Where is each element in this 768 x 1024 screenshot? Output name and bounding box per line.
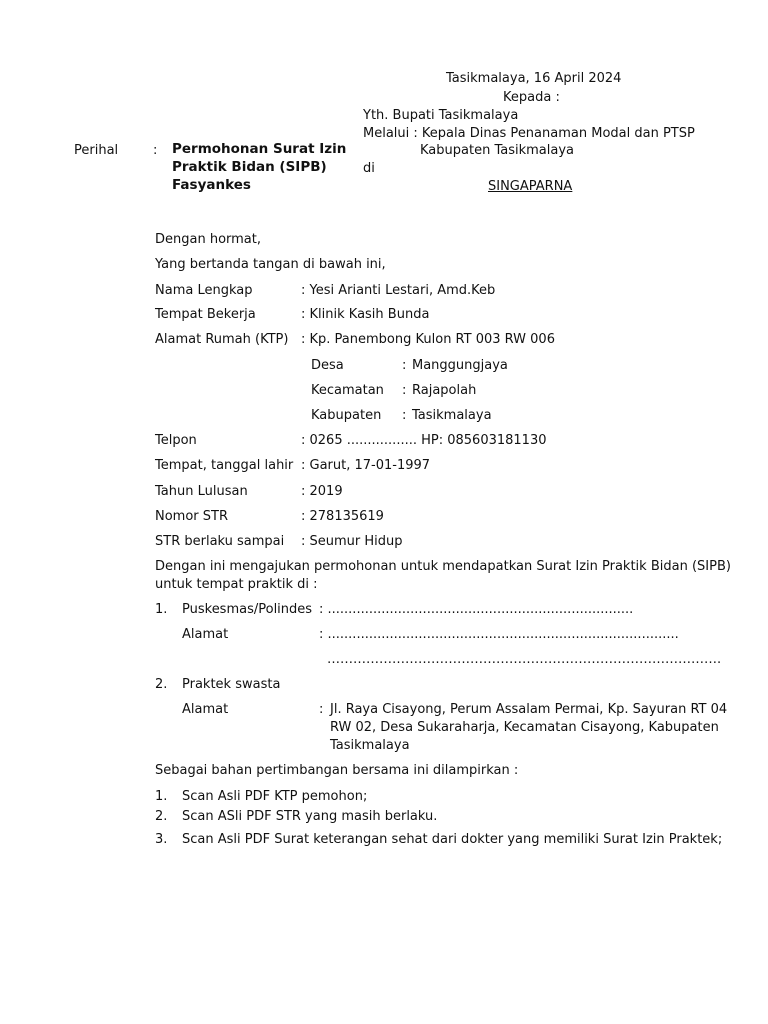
address-sub-value: Manggungjaya <box>412 358 508 373</box>
place-address-line-1: Jl. Raya Cisayong, Perum Assalam Permai, Kp. Sayuran RT 04 <box>330 702 728 717</box>
field-label: Tempat Bekerja <box>155 307 256 322</box>
place-address-continuation: ………………………………………………………………………………. <box>327 652 722 667</box>
perihal-label: Perihal <box>74 143 119 158</box>
address-sub-colon: : <box>402 358 407 373</box>
place-item-number: 1. <box>155 602 168 617</box>
attachments-intro: Sebagai bahan pertimbangan bersama ini dilampirkan : <box>155 763 519 778</box>
subject-line-1: Permohonan Surat Izin <box>172 141 347 157</box>
field-value: : 0265 ................. HP: 085603181130 <box>301 433 547 448</box>
request-line-1: Dengan ini mengajukan permohonan untuk mendapatkan Surat Izin Praktik Bidan (SIPB) <box>155 559 731 574</box>
field-label: Alamat Rumah (KTP) <box>155 332 289 347</box>
address-sub-label: Kecamatan <box>311 383 384 398</box>
subject-line-2: Praktik Bidan (SIPB) <box>172 159 327 175</box>
field-label: Nomor STR <box>155 509 228 524</box>
field-value: : Yesi Arianti Lestari, Amd.Keb <box>301 283 496 298</box>
address-sub-value: Rajapolah <box>412 383 477 398</box>
place-item-label: Praktek swasta <box>182 677 281 692</box>
recipient: Yth. Bupati Tasikmalaya <box>363 108 519 123</box>
field-label: STR berlaku sampai <box>155 534 285 549</box>
field-value: : Kp. Panembong Kulon RT 003 RW 006 <box>301 332 555 347</box>
place-address-colon: : <box>319 702 324 717</box>
greeting: Dengan hormat, <box>155 232 262 247</box>
field-value: : 278135619 <box>301 509 384 524</box>
field-value: : Seumur Hidup <box>301 534 403 549</box>
field-value: : 2019 <box>301 484 343 499</box>
attachment-text: Scan Asli PDF KTP pemohon; <box>182 789 368 804</box>
field-label: Tahun Lulusan <box>155 484 248 499</box>
di-label: di <box>363 161 375 176</box>
place-item-number: 2. <box>155 677 168 692</box>
place-address-value: : ..................................................................................... <box>319 627 679 642</box>
address-sub-colon: : <box>402 383 407 398</box>
place-address-label: Alamat <box>182 702 229 717</box>
place-item-value: : .......................................................................... <box>319 602 634 617</box>
perihal-colon: : <box>153 143 158 158</box>
recipient-regency: Kabupaten Tasikmalaya <box>420 143 574 158</box>
attachment-number: 3. <box>155 832 168 847</box>
attachment-number: 2. <box>155 809 168 824</box>
place-item-label: Puskesmas/Polindes <box>182 602 313 617</box>
kepada-label: Kepada : <box>503 90 560 105</box>
field-label: Nama Lengkap <box>155 283 253 298</box>
place-address-line-2: RW 02, Desa Sukaraharja, Kecamatan Cisayong, Kabupaten <box>330 720 719 735</box>
place-address-line-3: Tasikmalaya <box>330 738 410 753</box>
place-address-label: Alamat <box>182 627 229 642</box>
address-sub-colon: : <box>402 408 407 423</box>
via-line: Melalui : Kepala Dinas Penanaman Modal dan PTSP <box>363 126 695 141</box>
attachment-number: 1. <box>155 789 168 804</box>
address-sub-label: Kabupaten <box>311 408 382 423</box>
address-sub-value: Tasikmalaya <box>412 408 492 423</box>
field-value: : Klinik Kasih Bunda <box>301 307 430 322</box>
subject-line-3: Fasyankes <box>172 177 251 193</box>
place-date: Tasikmalaya, 16 April 2024 <box>446 71 622 86</box>
intro: Yang bertanda tangan di bawah ini, <box>155 257 386 272</box>
request-line-2: untuk tempat praktik di : <box>155 577 318 592</box>
field-label: Telpon <box>155 433 197 448</box>
field-value: : Garut, 17-01-1997 <box>301 458 431 473</box>
field-label: Tempat, tanggal lahir <box>155 458 294 473</box>
address-sub-label: Desa <box>311 358 344 373</box>
attachment-text: Scan ASli PDF STR yang masih berlaku. <box>182 809 438 824</box>
attachment-text: Scan Asli PDF Surat keterangan sehat dari dokter yang memiliki Surat Izin Praktek; <box>182 832 723 847</box>
recipient-city: SINGAPARNA <box>488 179 573 194</box>
